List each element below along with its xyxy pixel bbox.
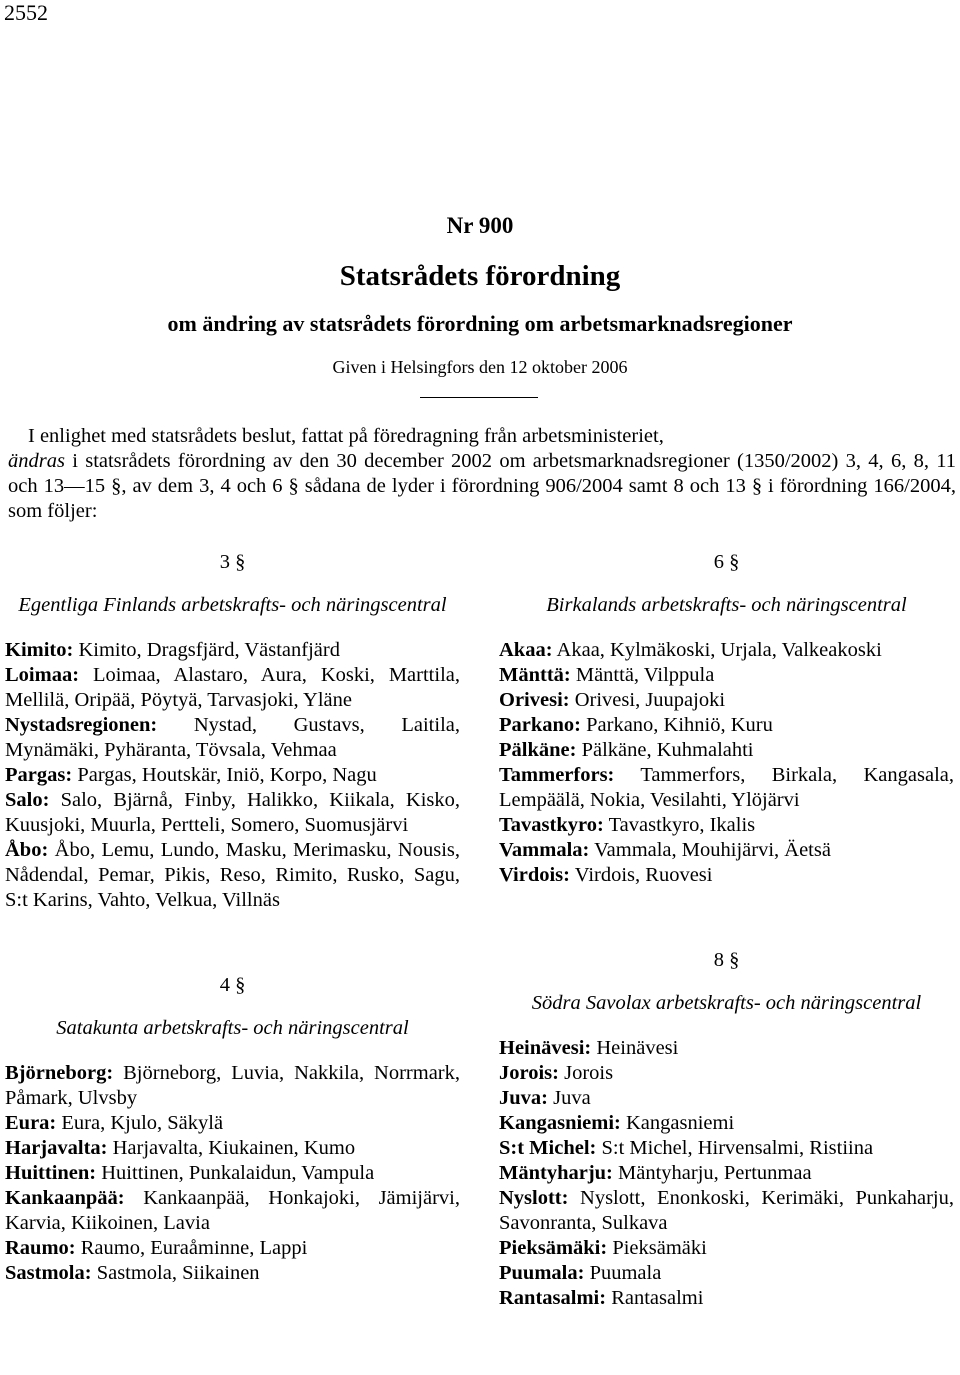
- section-4-number: 4 §: [219, 974, 246, 996]
- entry-municipalities: Sastmola, Siikainen: [91, 1262, 260, 1284]
- section-3-heading: Egentliga Finlands arbetskrafts- och näringscentral: [18, 594, 447, 616]
- list-item: [5, 1186, 460, 1236]
- intro-text-1: I enlighet med statsrådets beslut, fattat på föredragning från arbetsministeriet,: [28, 425, 664, 447]
- entry-municipalities: Pälkäne, Kuhmalahti: [576, 739, 754, 761]
- entry-region: Pargas:: [5, 764, 73, 786]
- intro-paragraph: [8, 424, 956, 524]
- entry-municipalities: Rantasalmi: [606, 1287, 704, 1309]
- entry-municipalities: Pieksämäki: [607, 1237, 707, 1259]
- list-item: [499, 713, 954, 738]
- entry-region: Harjavalta:: [5, 1137, 108, 1159]
- given-date: Given i Helsingfors den 12 oktober 2006: [332, 357, 628, 377]
- entry-region: Björneborg:: [5, 1062, 114, 1084]
- intro-text-2: i statsrådets förordning av den 30 december 2002 om arbetsmarknadsregioner (1350/2002) 3, 4, 6, 8, 11 och 13—15 §, av dem 3, 4 och 6 § sådana de lyder i förordning 906/2004 samt 8 och 13 § i förordning 166/2004, som följer:: [8, 450, 956, 522]
- list-item: [499, 838, 954, 863]
- entry-region: Orivesi:: [499, 689, 570, 711]
- entry-region: Heinävesi:: [499, 1037, 592, 1059]
- entry-municipalities: Vammala, Mouhijärvi, Äetsä: [589, 839, 831, 861]
- list-item: [499, 1236, 954, 1261]
- entry-municipalities: Huittinen, Punkalaidun, Vampula: [96, 1162, 375, 1184]
- section-3-number: 3 §: [219, 551, 246, 573]
- entry-region: Juva:: [499, 1087, 548, 1109]
- entry-region: Jorois:: [499, 1062, 559, 1084]
- entry-region: Loimaa:: [5, 664, 80, 686]
- entry-region: Mänttä:: [499, 664, 571, 686]
- list-item: [499, 1261, 954, 1286]
- entry-region: Salo:: [5, 789, 50, 811]
- section-8-heading: Södra Savolax arbetskrafts- och näringscentral: [531, 992, 922, 1014]
- list-item: [499, 1136, 954, 1161]
- entry-municipalities: Björneborg, Luvia, Nakkila, Norrmark, Påmark, Ulvsby: [5, 1062, 460, 1109]
- entry-region: Pieksämäki:: [499, 1237, 608, 1259]
- section-3-list: [5, 638, 460, 913]
- entry-region: Tavastkyro:: [499, 814, 604, 836]
- list-item: [499, 813, 954, 838]
- entry-municipalities: Salo, Bjärnå, Finby, Halikko, Kiikala, Kisko, Kuusjoki, Muurla, Pertteli, Somero, Suomusjärvi: [5, 789, 460, 836]
- page-title: Statsrådets förordning: [339, 260, 621, 292]
- list-item: [5, 713, 460, 763]
- list-item: [5, 788, 460, 838]
- entry-region: Nystadsregionen:: [5, 714, 158, 736]
- entry-municipalities: Mänttä, Vilppula: [570, 664, 715, 686]
- entry-municipalities: Orivesi, Juupajoki: [569, 689, 726, 711]
- list-item: [5, 763, 460, 788]
- entry-municipalities: S:t Michel, Hirvensalmi, Ristiina: [596, 1137, 874, 1159]
- section-6-number: 6 §: [713, 551, 740, 573]
- entry-municipalities: Tammerfors, Birkala, Kangasala, Lempäälä, Nokia, Vesilahti, Ylöjärvi: [499, 764, 954, 811]
- list-item: [5, 1261, 460, 1286]
- divider: [420, 397, 538, 398]
- list-item: [499, 738, 954, 763]
- list-item: [499, 638, 954, 663]
- entry-municipalities: Jorois: [558, 1062, 614, 1084]
- list-item: [499, 1186, 954, 1236]
- entry-municipalities: Virdois, Ruovesi: [570, 864, 713, 886]
- section-4-list: [5, 1061, 460, 1286]
- list-item: [499, 763, 954, 813]
- entry-region: Mäntyharju:: [499, 1162, 613, 1184]
- entry-municipalities: Raumo, Euraåminne, Lappi: [75, 1237, 308, 1259]
- list-item: [499, 1286, 954, 1311]
- entry-municipalities: Puumala: [584, 1262, 662, 1284]
- list-item: [5, 1136, 460, 1161]
- list-item: [499, 688, 954, 713]
- entry-region: Åbo:: [5, 839, 49, 861]
- entry-municipalities: Tavastkyro, Ikalis: [603, 814, 756, 836]
- entry-region: Kimito:: [5, 639, 74, 661]
- list-item: [5, 1236, 460, 1261]
- list-item: [499, 1086, 954, 1111]
- list-item: [499, 663, 954, 688]
- list-item: [5, 663, 460, 713]
- list-item: [499, 1061, 954, 1086]
- entry-region: Huittinen:: [5, 1162, 97, 1184]
- entry-region: Akaa:: [499, 639, 553, 661]
- section-6-heading: Birkalands arbetskrafts- och näringscentral: [546, 594, 907, 616]
- entry-municipalities: Heinävesi: [591, 1037, 679, 1059]
- entry-municipalities: Kankaanpää, Honkajoki, Jämijärvi, Karvia, Kiikoinen, Lavia: [5, 1187, 460, 1234]
- list-item: [5, 1061, 460, 1111]
- list-item: [499, 1111, 954, 1136]
- entry-region: S:t Michel:: [499, 1137, 597, 1159]
- entry-municipalities: Parkano, Kihniö, Kuru: [581, 714, 773, 736]
- entry-region: Rantasalmi:: [499, 1287, 607, 1309]
- entry-region: Vammala:: [499, 839, 590, 861]
- list-item: [5, 1161, 460, 1186]
- list-item: [499, 863, 954, 888]
- entry-region: Tammerfors:: [499, 764, 615, 786]
- section-6-list: [499, 638, 954, 888]
- list-item: [5, 1111, 460, 1136]
- entry-region: Puumala:: [499, 1262, 585, 1284]
- entry-municipalities: Eura, Kjulo, Säkylä: [56, 1112, 224, 1134]
- entry-region: Parkano:: [499, 714, 581, 736]
- entry-region: Raumo:: [5, 1237, 76, 1259]
- entry-region: Nyslott:: [499, 1187, 569, 1209]
- document-number: Nr 900: [446, 213, 514, 238]
- entry-municipalities: Kimito, Dragsfjärd, Västanfjärd: [73, 639, 340, 661]
- section-8-number: 8 §: [713, 949, 740, 971]
- entry-region: Kangasniemi:: [499, 1112, 621, 1134]
- entry-municipalities: Loimaa, Alastaro, Aura, Koski, Marttila, Mellilä, Oripää, Pöytyä, Tarvasjoki, Yläne: [5, 664, 460, 711]
- entry-municipalities: Akaa, Kylmäkoski, Urjala, Valkeakoski: [552, 639, 882, 661]
- right-column: [499, 550, 954, 1311]
- entry-municipalities: Nyslott, Enonkoski, Kerimäki, Punkaharju, Savonranta, Sulkava: [499, 1187, 954, 1234]
- left-column: [5, 550, 460, 1286]
- list-item: [499, 1161, 954, 1186]
- entry-municipalities: Kangasniemi: [620, 1112, 735, 1134]
- entry-municipalities: Nystad, Gustavs, Laitila, Mynämäki, Pyhäranta, Tövsala, Vehmaa: [5, 714, 460, 761]
- entry-municipalities: Juva: [547, 1087, 591, 1109]
- section-4-heading: Satakunta arbetskrafts- och näringscentral: [56, 1017, 409, 1039]
- page-number: 2552: [4, 0, 48, 25]
- entry-region: Sastmola:: [5, 1262, 92, 1284]
- entry-region: Virdois:: [499, 864, 570, 886]
- intro-italic: ändras: [8, 450, 65, 472]
- list-item: [499, 1036, 954, 1061]
- list-item: [5, 638, 460, 663]
- entry-municipalities: Mäntyharju, Pertunmaa: [612, 1162, 812, 1184]
- page-subtitle: om ändring av statsrådets förordning om arbetsmarknadsregioner: [167, 311, 793, 336]
- list-item: [5, 838, 460, 913]
- entry-municipalities: Harjavalta, Kiukainen, Kumo: [107, 1137, 356, 1159]
- section-8-list: [499, 1036, 954, 1311]
- entry-region: Eura:: [5, 1112, 57, 1134]
- entry-region: Kankaanpää:: [5, 1187, 125, 1209]
- entry-region: Pälkäne:: [499, 739, 577, 761]
- entry-municipalities: Pargas, Houtskär, Iniö, Korpo, Nagu: [72, 764, 377, 786]
- entry-municipalities: Åbo, Lemu, Lundo, Masku, Merimasku, Nousis, Nådendal, Pemar, Pikis, Reso, Rimito, Rusko, Sagu, S:t Karins, Vahto, Velkua, Villnäs: [5, 839, 460, 911]
